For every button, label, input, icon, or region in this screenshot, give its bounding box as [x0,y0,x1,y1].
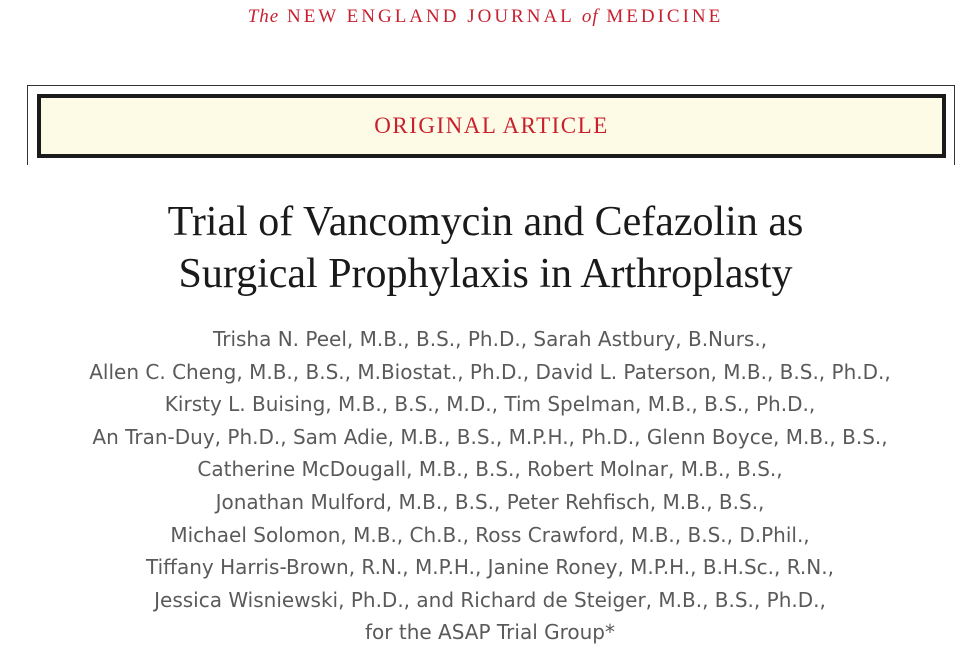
article-type-label: ORIGINAL ARTICLE [374,113,609,138]
author-line: Jessica Wisniewski, Ph.D., and Richard de Steiger, M.B., B.S., Ph.D., [154,587,826,612]
author-line: Tiffany Harris-Brown, R.N., M.P.H., Janine Roney, M.P.H., B.H.Sc., R.N., [146,555,834,580]
article-type-banner [37,94,946,158]
author-line: for the ASAP Trial Group* [365,620,615,645]
masthead-the: The [247,6,280,27]
masthead-part1: NEW ENGLAND JOURNAL [286,6,575,27]
title-line-1: Trial of Vancomycin and Cefazolin as [167,199,804,245]
title-line-2: Surgical Prophylaxis in Arthroplasty [178,251,793,297]
journal-masthead [0,4,971,30]
article-title [0,196,971,300]
author-line: Trisha N. Peel, M.B., B.S., Ph.D., Sarah Astbury, B.Nurs., [212,327,768,351]
author-line: Michael Solomon, M.B., Ch.B., Ross Crawford, M.B., B.S., D.Phil., [170,522,810,547]
masthead-of: of [581,6,599,27]
author-line: An Tran-Duy, Ph.D., Sam Adie, M.B., B.S., M.P.H., Ph.D., Glenn Boyce, M.B., B.S., [92,424,888,449]
author-list [0,323,971,649]
author-line: Jonathan Mulford, M.B., B.S., Peter Rehfisch, M.B., B.S., [215,489,765,514]
author-line: Kirsty L. Buising, M.B., B.S., M.D., Tim Spelman, M.B., B.S., Ph.D., [164,392,816,417]
masthead-part2: MEDICINE [606,6,724,27]
author-line: Catherine McDougall, M.B., B.S., Robert Molnar, M.B., B.S., [197,457,783,482]
author-line: Allen C. Cheng, M.B., B.S., M.Biostat., Ph.D., David L. Paterson, M.B., B.S., Ph.D., [89,359,891,384]
